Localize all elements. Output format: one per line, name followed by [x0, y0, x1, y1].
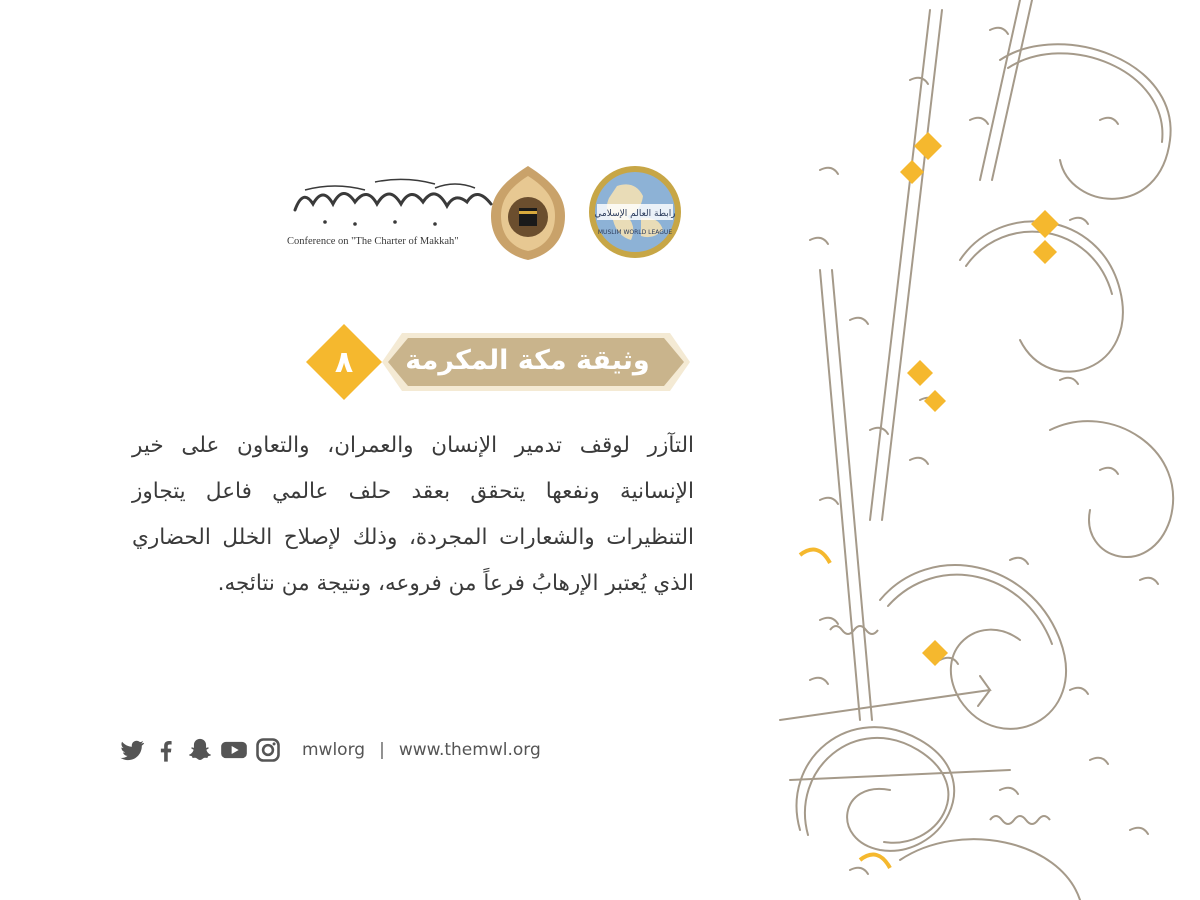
kaaba-badge	[491, 166, 565, 260]
mwl-logo-text: رابطة العالم الإسلامي	[594, 209, 676, 219]
section-number: ٨	[334, 344, 354, 380]
conference-title-en: Conference on "The Charter of Makkah"	[287, 236, 459, 247]
footer-separator: |	[379, 740, 385, 760]
social-handle[interactable]: mwlorg	[302, 740, 366, 760]
header-logos	[285, 160, 685, 260]
section-title: وثيقة مكة المكرمة	[405, 344, 650, 376]
mwl-logo-text-en: MUSLIM WORLD LEAGUE	[597, 229, 673, 236]
social-icons	[118, 736, 282, 764]
snapchat-icon[interactable]	[186, 736, 214, 764]
website-link[interactable]: www.themwl.org	[398, 740, 541, 760]
mwl-emblem	[589, 166, 681, 258]
conference-logo	[287, 179, 491, 247]
footer	[118, 732, 541, 768]
calligraphy-decoration	[760, 0, 1200, 900]
charter-paragraph: التآزر لوقف تدمير الإنسان والعمران، والتعاون على خير الإنسانية ونفعها يتحقق بعقد حلف عالمي فاعل يتجاوز التنظيرات والشعارات المجردة، وذلك لإصلاح الخلل الحضاري الذي يُعتبر الإرهابُ فرعاً من فروعه، ونتيجة من نتائجه.	[132, 433, 694, 596]
instagram-icon[interactable]	[254, 736, 282, 764]
youtube-icon[interactable]	[220, 736, 248, 764]
facebook-icon[interactable]	[152, 736, 180, 764]
twitter-icon[interactable]	[118, 736, 146, 764]
